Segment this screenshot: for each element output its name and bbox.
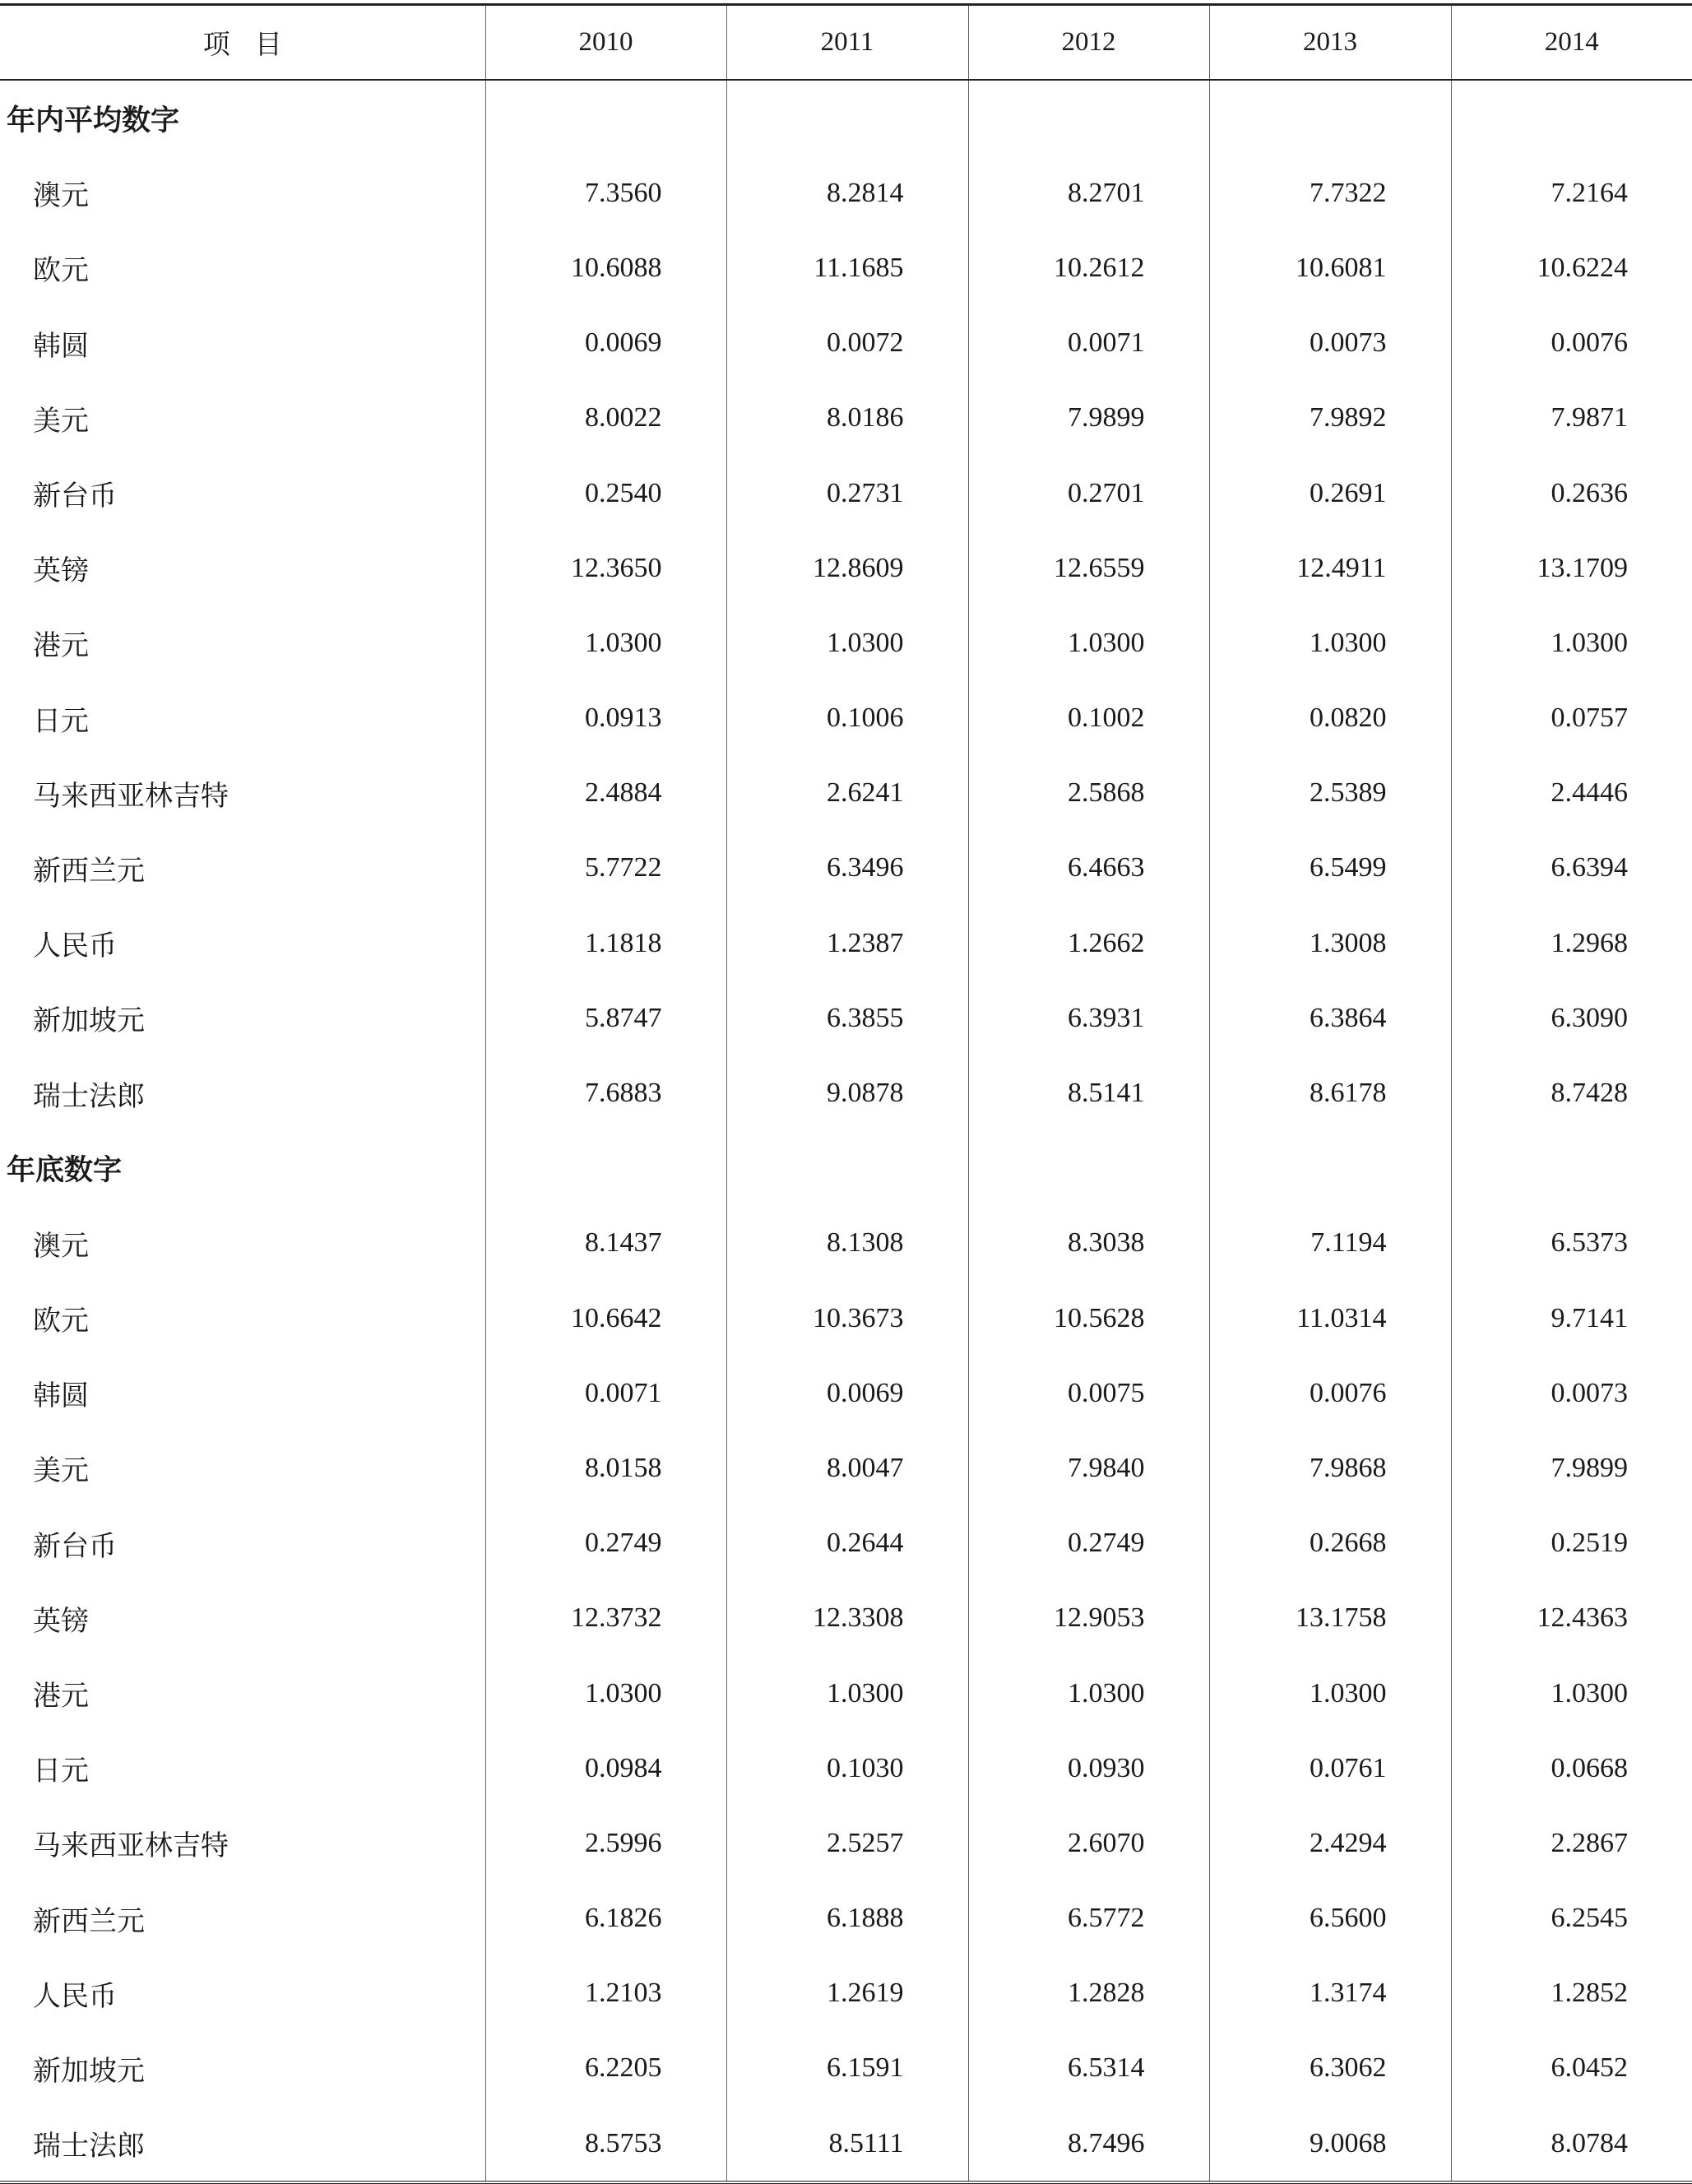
rate-cell: 10.3673 bbox=[726, 1281, 968, 1356]
rate-cell: 2.5996 bbox=[485, 1806, 726, 1880]
rate-cell: 8.0186 bbox=[726, 381, 968, 456]
section-row bbox=[0, 80, 1692, 155]
rate-cell: 12.3650 bbox=[485, 531, 726, 605]
table-row bbox=[0, 1731, 1692, 1806]
rate-cell: 12.3308 bbox=[726, 1581, 968, 1656]
rate-cell: 12.6559 bbox=[968, 531, 1209, 605]
rate-cell: 2.6070 bbox=[968, 1806, 1209, 1880]
currency-label: 澳元 bbox=[33, 1231, 89, 1262]
rate-cell: 0.0076 bbox=[1209, 1356, 1451, 1430]
rate-cell: 0.0820 bbox=[1209, 681, 1451, 756]
table-row bbox=[0, 1956, 1692, 2031]
rate-cell: 1.2619 bbox=[726, 1956, 968, 2031]
rate-cell: 1.3008 bbox=[1209, 906, 1451, 981]
header-year-2014: 2014 bbox=[1451, 5, 1692, 81]
rate-cell: 0.0075 bbox=[968, 1356, 1209, 1430]
rate-cell: 1.2103 bbox=[485, 1956, 726, 2031]
rate-cell: 8.2814 bbox=[726, 155, 968, 230]
rate-cell: 1.0300 bbox=[1209, 605, 1451, 680]
currency-label: 韩圆 bbox=[33, 331, 89, 362]
rate-cell: 8.5141 bbox=[968, 1055, 1209, 1130]
currency-label: 人民币 bbox=[33, 1981, 117, 2012]
currency-label: 欧元 bbox=[33, 1306, 89, 1338]
rate-cell: 6.3864 bbox=[1209, 981, 1451, 1055]
table-row bbox=[0, 1806, 1692, 1880]
rate-cell: 7.9868 bbox=[1209, 1430, 1451, 1505]
currency-label: 新加坡元 bbox=[33, 2056, 145, 2087]
currency-label: 新西兰元 bbox=[33, 856, 145, 887]
rate-cell: 0.0984 bbox=[485, 1731, 726, 1806]
rate-cell: 2.2867 bbox=[1451, 1806, 1692, 1880]
rate-cell: 0.1030 bbox=[726, 1731, 968, 1806]
rate-cell: 8.1437 bbox=[485, 1206, 726, 1281]
currency-label: 马来西亚林吉特 bbox=[33, 781, 229, 812]
rate-cell: 8.2701 bbox=[968, 155, 1209, 230]
table-row bbox=[0, 681, 1692, 756]
section-row bbox=[0, 1131, 1692, 1206]
rate-cell: 7.6883 bbox=[485, 1055, 726, 1130]
rate-cell: 1.0300 bbox=[726, 1656, 968, 1731]
rate-cell: 2.4294 bbox=[1209, 1806, 1451, 1880]
currency-label: 瑞士法郎 bbox=[33, 1081, 145, 1112]
rate-cell: 2.5257 bbox=[726, 1806, 968, 1880]
currency-label: 瑞士法郎 bbox=[33, 2131, 145, 2163]
currency-label: 欧元 bbox=[33, 256, 89, 287]
exchange-rate-table bbox=[0, 3, 1692, 2184]
rate-cell: 8.6178 bbox=[1209, 1055, 1451, 1130]
table-row bbox=[0, 2031, 1692, 2106]
rate-cell: 0.0076 bbox=[1451, 306, 1692, 381]
rate-cell: 1.0300 bbox=[1451, 605, 1692, 680]
currency-label: 日元 bbox=[33, 706, 89, 737]
rate-cell: 6.5373 bbox=[1451, 1206, 1692, 1281]
table-header bbox=[0, 5, 1692, 81]
table-row bbox=[0, 456, 1692, 531]
empty-cell bbox=[485, 80, 726, 155]
rate-cell: 7.9871 bbox=[1451, 381, 1692, 456]
empty-cell bbox=[485, 1131, 726, 1206]
rate-cell: 8.0158 bbox=[485, 1430, 726, 1505]
rate-cell: 0.0930 bbox=[968, 1731, 1209, 1806]
rate-cell: 0.0913 bbox=[485, 681, 726, 756]
table-row bbox=[0, 2106, 1692, 2182]
rate-cell: 6.5600 bbox=[1209, 1881, 1451, 1956]
empty-cell bbox=[1209, 1131, 1451, 1206]
header-item: 项目 bbox=[0, 5, 485, 81]
rate-cell: 0.2731 bbox=[726, 456, 968, 531]
table-row bbox=[0, 230, 1692, 305]
table-row bbox=[0, 981, 1692, 1055]
rate-cell: 10.2612 bbox=[968, 230, 1209, 305]
header-year-2011: 2011 bbox=[726, 5, 968, 81]
rate-cell: 6.3062 bbox=[1209, 2031, 1451, 2106]
rate-cell: 6.1591 bbox=[726, 2031, 968, 2106]
table-row bbox=[0, 1281, 1692, 1356]
rate-cell: 6.0452 bbox=[1451, 2031, 1692, 2106]
rate-cell: 12.4911 bbox=[1209, 531, 1451, 605]
rate-cell: 10.6642 bbox=[485, 1281, 726, 1356]
rate-cell: 10.6081 bbox=[1209, 230, 1451, 305]
table-row bbox=[0, 906, 1692, 981]
rate-cell: 6.2205 bbox=[485, 2031, 726, 2106]
rate-cell: 12.9053 bbox=[968, 1581, 1209, 1656]
rate-cell: 2.5868 bbox=[968, 756, 1209, 831]
rate-cell: 0.2668 bbox=[1209, 1506, 1451, 1581]
rate-cell: 8.0022 bbox=[485, 381, 726, 456]
rate-cell: 6.4663 bbox=[968, 831, 1209, 906]
rate-cell: 1.0300 bbox=[968, 605, 1209, 680]
rate-cell: 0.2749 bbox=[968, 1506, 1209, 1581]
rate-cell: 9.7141 bbox=[1451, 1281, 1692, 1356]
currency-label: 英镑 bbox=[33, 556, 89, 587]
currency-label: 澳元 bbox=[33, 181, 89, 212]
empty-cell bbox=[1451, 80, 1692, 155]
rate-cell: 12.4363 bbox=[1451, 1581, 1692, 1656]
rate-cell: 10.6224 bbox=[1451, 230, 1692, 305]
rate-cell: 0.1006 bbox=[726, 681, 968, 756]
rate-cell: 5.7722 bbox=[485, 831, 726, 906]
rate-cell: 11.1685 bbox=[726, 230, 968, 305]
rate-cell: 0.1002 bbox=[968, 681, 1209, 756]
rate-cell: 8.7496 bbox=[968, 2106, 1209, 2182]
rate-cell: 6.3931 bbox=[968, 981, 1209, 1055]
rate-cell: 1.2662 bbox=[968, 906, 1209, 981]
rate-cell: 0.2691 bbox=[1209, 456, 1451, 531]
rate-cell: 0.0668 bbox=[1451, 1731, 1692, 1806]
rate-cell: 7.1194 bbox=[1209, 1206, 1451, 1281]
rate-cell: 0.0071 bbox=[968, 306, 1209, 381]
rate-cell: 1.0300 bbox=[968, 1656, 1209, 1731]
header-year-2013: 2013 bbox=[1209, 5, 1451, 81]
rate-cell: 7.3560 bbox=[485, 155, 726, 230]
rate-cell: 11.0314 bbox=[1209, 1281, 1451, 1356]
rate-cell: 6.5772 bbox=[968, 1881, 1209, 1956]
table-row bbox=[0, 306, 1692, 381]
rate-cell: 0.2636 bbox=[1451, 456, 1692, 531]
empty-cell bbox=[726, 1131, 968, 1206]
rate-cell: 0.0757 bbox=[1451, 681, 1692, 756]
rate-cell: 8.5111 bbox=[726, 2106, 968, 2182]
rate-cell: 8.0784 bbox=[1451, 2106, 1692, 2182]
rate-cell: 1.0300 bbox=[1209, 1656, 1451, 1731]
currency-label: 韩圆 bbox=[33, 1381, 89, 1412]
rate-cell: 1.0300 bbox=[726, 605, 968, 680]
currency-label: 人民币 bbox=[33, 931, 117, 962]
empty-cell bbox=[1209, 80, 1451, 155]
table-row bbox=[0, 756, 1692, 831]
rate-cell: 0.0071 bbox=[485, 1356, 726, 1430]
rate-cell: 1.1818 bbox=[485, 906, 726, 981]
rate-cell: 7.9899 bbox=[1451, 1430, 1692, 1505]
section-title: 年底数字 bbox=[7, 1154, 123, 1187]
table-row bbox=[0, 1356, 1692, 1430]
rate-cell: 9.0068 bbox=[1209, 2106, 1451, 2182]
table-row bbox=[0, 1656, 1692, 1731]
rate-cell: 1.2852 bbox=[1451, 1956, 1692, 2031]
table-row bbox=[0, 605, 1692, 680]
rate-cell: 6.1888 bbox=[726, 1881, 968, 1956]
currency-label: 港元 bbox=[33, 1681, 89, 1713]
rate-cell: 7.7322 bbox=[1209, 155, 1451, 230]
rate-cell: 7.9899 bbox=[968, 381, 1209, 456]
table-body bbox=[0, 80, 1692, 2182]
rate-cell: 10.5628 bbox=[968, 1281, 1209, 1356]
rate-cell: 0.0073 bbox=[1451, 1356, 1692, 1430]
rate-cell: 8.3038 bbox=[968, 1206, 1209, 1281]
rate-cell: 1.0300 bbox=[485, 1656, 726, 1731]
rate-cell: 12.3732 bbox=[485, 1581, 726, 1656]
table-row bbox=[0, 1430, 1692, 1505]
rate-cell: 0.0072 bbox=[726, 306, 968, 381]
table-row bbox=[0, 1581, 1692, 1656]
table-row bbox=[0, 1055, 1692, 1130]
rate-cell: 0.2701 bbox=[968, 456, 1209, 531]
header-row bbox=[0, 5, 1692, 81]
empty-cell bbox=[726, 80, 968, 155]
table-row bbox=[0, 1881, 1692, 1956]
currency-label: 日元 bbox=[33, 1756, 89, 1788]
rate-cell: 8.7428 bbox=[1451, 1055, 1692, 1130]
rate-cell: 0.2540 bbox=[485, 456, 726, 531]
rate-cell: 8.5753 bbox=[485, 2106, 726, 2182]
currency-label: 马来西亚林吉特 bbox=[33, 1831, 229, 1862]
rate-cell: 0.2749 bbox=[485, 1506, 726, 1581]
rate-cell: 2.4446 bbox=[1451, 756, 1692, 831]
rate-cell: 0.0073 bbox=[1209, 306, 1451, 381]
rate-cell: 1.3174 bbox=[1209, 1956, 1451, 2031]
empty-cell bbox=[968, 80, 1209, 155]
rate-cell: 0.2519 bbox=[1451, 1506, 1692, 1581]
rate-cell: 6.3090 bbox=[1451, 981, 1692, 1055]
rate-cell: 0.2644 bbox=[726, 1506, 968, 1581]
rate-cell: 7.2164 bbox=[1451, 155, 1692, 230]
table-row bbox=[0, 381, 1692, 456]
rate-cell: 9.0878 bbox=[726, 1055, 968, 1130]
rate-cell: 8.0047 bbox=[726, 1430, 968, 1505]
currency-label: 新台币 bbox=[33, 481, 117, 512]
rate-cell: 1.2968 bbox=[1451, 906, 1692, 981]
currency-label: 新台币 bbox=[33, 1531, 117, 1562]
empty-cell bbox=[968, 1131, 1209, 1206]
rate-cell: 6.2545 bbox=[1451, 1881, 1692, 1956]
table-row bbox=[0, 1506, 1692, 1581]
rate-cell: 7.9840 bbox=[968, 1430, 1209, 1505]
rate-cell: 2.4884 bbox=[485, 756, 726, 831]
currency-label: 英镑 bbox=[33, 1606, 89, 1637]
rate-cell: 0.0069 bbox=[726, 1356, 968, 1430]
rate-cell: 1.2828 bbox=[968, 1956, 1209, 2031]
table-row bbox=[0, 155, 1692, 230]
rate-cell: 6.5499 bbox=[1209, 831, 1451, 906]
rate-cell: 1.0300 bbox=[1451, 1656, 1692, 1731]
rate-cell: 1.2387 bbox=[726, 906, 968, 981]
rate-cell: 6.3855 bbox=[726, 981, 968, 1055]
table-row bbox=[0, 1206, 1692, 1281]
rate-cell: 6.5314 bbox=[968, 2031, 1209, 2106]
header-year-2012: 2012 bbox=[968, 5, 1209, 81]
currency-label: 美元 bbox=[33, 1456, 89, 1487]
rate-cell: 0.0069 bbox=[485, 306, 726, 381]
rate-cell: 1.0300 bbox=[485, 605, 726, 680]
rate-cell: 8.1308 bbox=[726, 1206, 968, 1281]
rate-cell: 6.6394 bbox=[1451, 831, 1692, 906]
header-year-2010: 2010 bbox=[485, 5, 726, 81]
rate-cell: 2.6241 bbox=[726, 756, 968, 831]
rate-cell: 0.0761 bbox=[1209, 1731, 1451, 1806]
currency-label: 新加坡元 bbox=[33, 1006, 145, 1037]
table-row bbox=[0, 531, 1692, 605]
rate-cell: 5.8747 bbox=[485, 981, 726, 1055]
rate-cell: 6.1826 bbox=[485, 1881, 726, 1956]
currency-label: 新西兰元 bbox=[33, 1906, 145, 1937]
section-title: 年内平均数字 bbox=[7, 104, 180, 137]
rate-cell: 12.8609 bbox=[726, 531, 968, 605]
rate-cell: 6.3496 bbox=[726, 831, 968, 906]
currency-label: 港元 bbox=[33, 631, 89, 662]
currency-label: 美元 bbox=[33, 406, 89, 437]
rate-cell: 13.1758 bbox=[1209, 1581, 1451, 1656]
table-row bbox=[0, 831, 1692, 906]
rate-cell: 7.9892 bbox=[1209, 381, 1451, 456]
rate-cell: 10.6088 bbox=[485, 230, 726, 305]
rate-cell: 13.1709 bbox=[1451, 531, 1692, 605]
rate-cell: 2.5389 bbox=[1209, 756, 1451, 831]
empty-cell bbox=[1451, 1131, 1692, 1206]
